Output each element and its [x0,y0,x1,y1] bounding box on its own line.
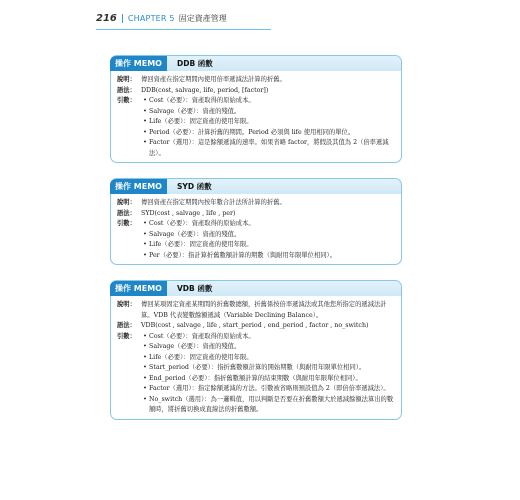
bullet-icon: • [143,220,147,227]
memo-header [111,281,401,296]
argument-item: • Start_period（必要）：指折舊數額計算的開始期數（與耐用年限單位相同）。 [141,363,395,374]
running-header [96,11,227,25]
argument-item: • Factor（選用）：指定餘額遞減的方法。引數被省略則預設值為 2（即倍倍率遞減法）。 [141,384,395,395]
bullet-icon: • [143,97,147,104]
memo-arguments: 引數： • Cost（必要）：資產取得的原始成本。 • Salvage（必要）：資產的殘值。 • Life（必要）：固定資產的使用年限。 • Start_period（必要）：指折舊數額計算的開始期數（與耐用年限單位相同）。 • End_period（必要）：指折舊數額計算的結束期數（與耐用年限單位相同）。 • Factor（選用）：指定餘額遞減的方法。引數被省略則預設值為 2（即倍倍率遞減法）。 • No_switch（選用）：為一邏輯值，用以判斷是否要在折舊數額大於遞減餘額法算出的數額時，將折舊切換成直線法的折舊數額。 [117,332,395,416]
bullet-icon: • [143,107,147,115]
argument-item: • Cost（必要）：資產取得的原始成本。 [141,332,395,343]
bullet-icon: • [143,364,147,371]
bullet-icon: • [143,251,147,259]
memo-box-vdb [110,280,402,420]
bullet-icon: • [143,241,147,248]
memo-body [111,194,401,264]
bullet-icon: • [143,385,147,392]
memo-header [111,56,401,71]
argument-item: • Factor（選用）：這是餘額遞減的速率。如果省略 factor，將假設其值為 2（倍率遞減法）。 [141,138,395,159]
chapter-title: 固定資產管理 [178,13,227,23]
bullet-icon: • [143,395,147,403]
bullet-icon: • [143,139,147,146]
page-number: 216 [96,12,117,24]
bullet-icon: • [143,230,147,238]
argument-item: • Period（必要）：計算折舊的期間。Period 必須與 life 使用相同的單位。 [141,128,395,139]
memo-function-title: SYD 函數 [177,182,212,191]
memo-description: 說明： 傳回資產在指定期間內使用倍率遞減法計算的折舊。 [117,76,286,83]
memo-tag: 操作 MEMO [110,281,167,296]
memo-function-title: VDB 函數 [177,284,213,293]
argument-item: • Salvage（必要）：資產的殘值。 [141,342,395,353]
memo-box-syd [110,178,402,265]
argument-item: • Per（必要）：指計算折舊數額計算的期數（與耐用年限單位相同）。 [141,251,395,262]
memo-description: 說明： 傳回資產在指定期間內按年數合計法所計算的折舊。 [117,199,286,206]
argument-item: • Salvage（必要）：資產的殘值。 [141,107,395,118]
argument-item: • Cost（必要）：資產取得的原始成本。 [141,219,395,230]
chapter-label: CHAPTER 5 [127,13,175,23]
memo-syntax: 語法： SYD(cost , salvage , life , per) [117,209,236,217]
bullet-icon: • [143,332,147,340]
argument-item: • Life（必要）：固定資產的使用年限。 [141,117,395,128]
argument-item: • Salvage（必要）：資產的殘值。 [141,230,395,241]
argument-item: • Life（必要）：固定資產的使用年限。 [141,353,395,364]
memo-tag: 操作 MEMO [110,56,167,71]
argument-item: • Life（必要）：固定資產的使用年限。 [141,240,395,251]
header-rule [96,29,271,30]
argument-item: • Cost（必要）：資產取得的原始成本。 [141,96,395,107]
bullet-icon: • [143,343,147,350]
memo-tag: 操作 MEMO [110,179,167,194]
memo-syntax: 語法： DDB(cost, salvage, life, period, [factor]) [117,86,269,94]
bullet-icon: • [143,374,147,382]
memo-arguments: 引數： • Cost（必要）：資產取得的原始成本。 • Salvage（必要）：資產的殘值。 • Life（必要）：固定資產的使用年限。 • Per（必要）：指計算折舊數額計算的期數（與耐用年限單位相同）。 [117,219,395,261]
memo-header [111,179,401,194]
argument-item: • No_switch（選用）：為一邏輯值，用以判斷是否要在折舊數額大於遞減餘額法算出的數額時，將折舊切換成直線法的折舊數額。 [141,395,395,416]
memo-arguments: 引數： • Cost（必要）：資產取得的原始成本。 • Salvage（必要）：資產的殘值。 • Life（必要）：固定資產的使用年限。 • Period（必要）：計算折舊的期間。Period 必須與 life 使用相同的單位。 • Factor（選用）：這是餘額遞減的速率。如果省略 factor，將假設其值為 2（倍率遞減法）。 [117,96,395,159]
memo-body [111,296,401,419]
memo-body [111,71,401,162]
memo-box-ddb [110,55,402,163]
bullet-icon: • [143,118,147,125]
argument-item: • End_period（必要）：指折舊數額計算的結束期數（與耐用年限單位相同）。 [141,374,395,385]
bullet-icon: • [143,128,147,136]
bullet-icon: • [143,353,147,361]
memo-syntax: 語法： VDB(cost , salvage , life , start_period , end_period , factor , no_switch) [117,322,369,329]
header-divider [122,14,123,23]
memo-function-title: DDB 函數 [177,59,213,68]
memo-description: 說明： 傳回某項固定資產某期間的折舊數總額，折舊係按倍率遞減法或其他您所指定的遞減法計算。VDB 代表變數餘額遞減（Variable Declining Balance）。 [117,301,387,319]
